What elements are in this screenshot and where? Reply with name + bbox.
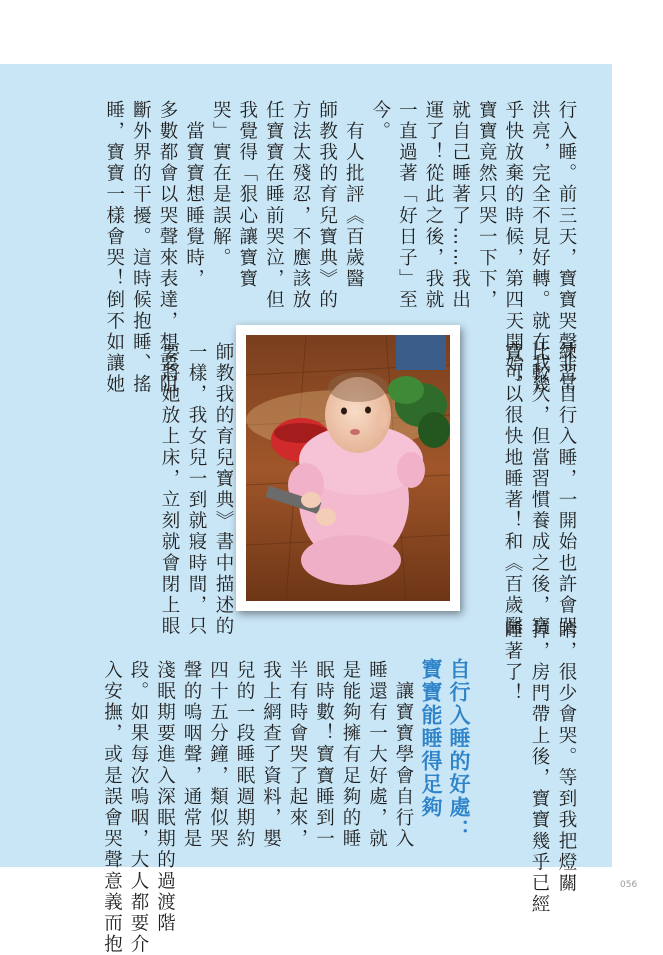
text-column: 師教我的育兒寶典》書中描述的 (213, 342, 234, 638)
baby-photo (236, 325, 460, 611)
text-column: 睡，寶寶一樣會哭！倒不如讓她 (103, 100, 125, 396)
text-column: 行入睡。前三天，寶寶哭聲非常 (556, 100, 577, 396)
text-column: 淺眠期要進入深眠期的過渡階 (154, 660, 176, 935)
text-column: 乎快放棄的時候，第四天開始， (502, 100, 524, 396)
text-column: 多數都會以哭聲來表達，想要阻 (157, 100, 178, 396)
text-column: 半有時會哭了起來， (287, 660, 308, 850)
text-column: 我覺得「狠心讓寶寶 (236, 100, 258, 290)
text-column: 師教我的育兒寶典》的 (316, 100, 338, 311)
text-column: 四十五分鐘，類似哭 (207, 660, 229, 850)
text-column: 睛，很少會哭。等到我把燈關 (556, 620, 577, 895)
text-column: 一樣，我女兒一到就寢時間，只 (186, 342, 207, 638)
text-column: 洪亮，完全不見好轉。就在我幾 (529, 100, 551, 396)
text-column: 睡著了！ (502, 620, 523, 705)
text-column: 要將她放上床，立刻就會閉上眼 (159, 342, 180, 638)
text-column: 我上網查了資料，嬰 (260, 660, 282, 850)
text-column: 兒的一段睡眠週期約 (234, 660, 255, 850)
text-column: 哭」實在是誤解。 (210, 100, 232, 269)
text-column: 就自己睡著了……我出 (449, 100, 471, 311)
text-column: 睡還有一大好處，就 (366, 660, 388, 850)
text-column: 比較久，但當習慣養成之後，寶 (529, 342, 550, 638)
page-number: 056 (620, 880, 638, 890)
text-column: 讓寶寶學會自行入 (393, 660, 414, 850)
text-column: 方法太殘忍，不應該放 (290, 100, 311, 311)
baby-photo-image (246, 335, 450, 601)
text-column: 斷外界的干擾。這時候抱睡、搖 (130, 100, 152, 396)
text-column: 是能夠擁有足夠的睡 (340, 660, 361, 850)
text-column: 掉，房門帶上後，寶寶幾乎已經 (529, 620, 550, 916)
text-column: 寶寶竟然只哭一下下， (476, 100, 498, 311)
text-column: 寶可以很快地睡著！和《百歲醫 (502, 342, 523, 638)
text-column: 眠時數！寶寶睡到一 (313, 660, 335, 850)
text-column: 段。如果每次嗚咽，大人都要介 (128, 660, 149, 955)
text-column: 當寶寶想睡覺時， (183, 100, 205, 290)
text-column: 一直過著「好日子」至 (396, 100, 418, 311)
text-column: 練習自行入睡，一開始也許會哭 (556, 342, 577, 638)
section-heading-line2: 寶寶能睡得足夠 (419, 658, 443, 819)
text-column: 今。 (369, 100, 391, 143)
text-column: 運了！從此之後，我就 (423, 100, 444, 311)
text-column: 有人批評《百歲醫 (343, 100, 365, 290)
section-heading-line1: 自行入睡的好處： (447, 658, 471, 842)
text-column: 入安撫，或是誤會哭聲意義而抱 (101, 660, 123, 955)
text-column: 聲的嗚咽聲，通常是 (181, 660, 202, 850)
text-column: 任寶寶在睡前哭泣，但 (263, 100, 285, 311)
